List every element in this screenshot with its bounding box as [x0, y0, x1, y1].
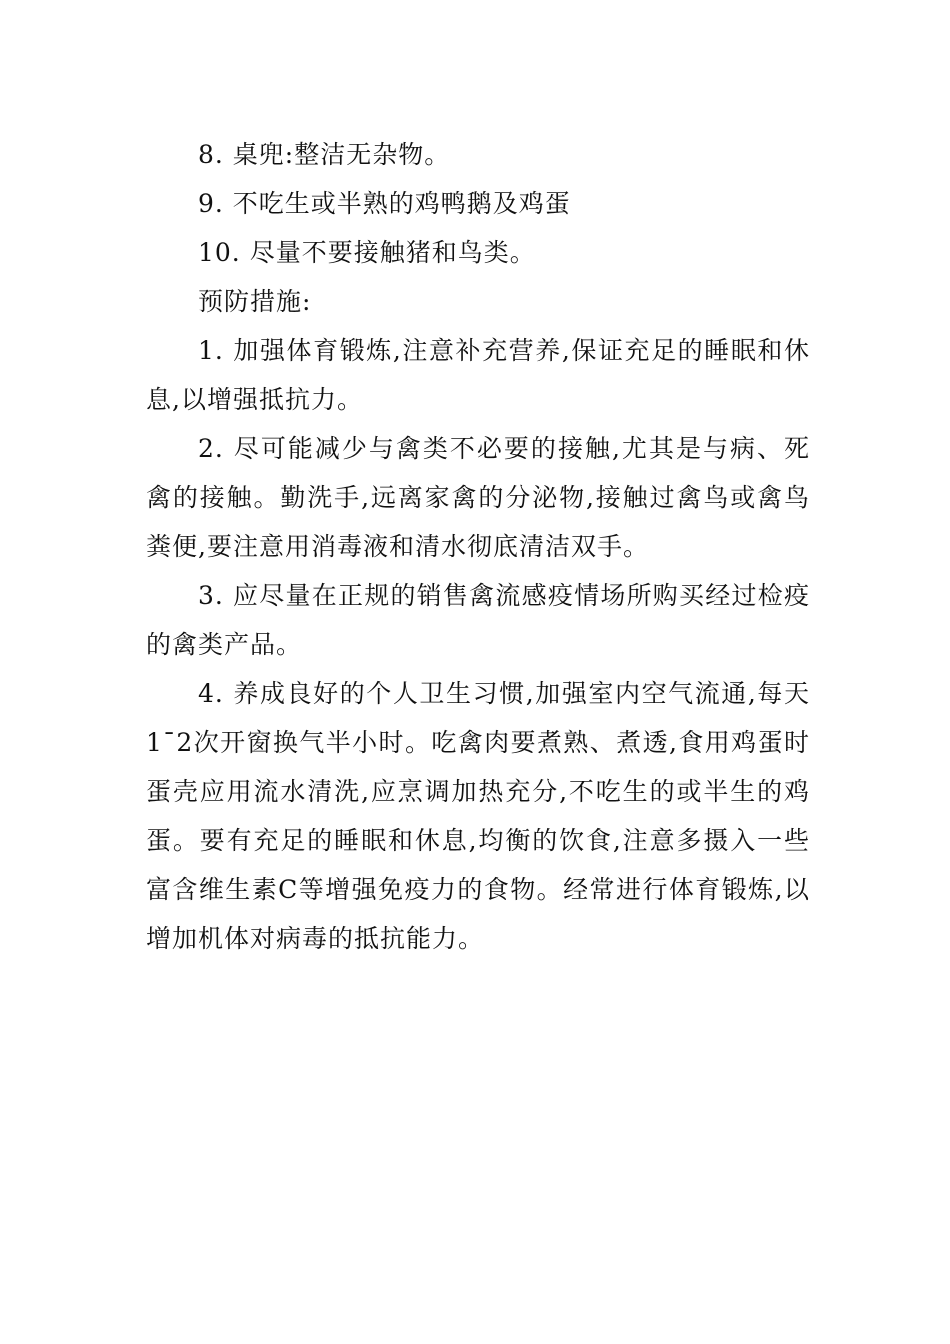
list-item-9: 9. 不吃生或半熟的鸡鸭鹅及鸡蛋	[198, 189, 571, 218]
document-body	[146, 130, 810, 963]
prevention-item-2: 2. 尽可能减少与禽类不必要的接触,尤其是与病、死禽的接触。勤洗手,远离家禽的分泌物,接触过禽鸟或禽鸟粪便,要注意用消毒液和清水彻底清洁双手。	[146, 434, 810, 561]
prevention-item-3: 3. 应尽量在正规的销售禽流感疫情场所购买经过检疫的禽类产品。	[146, 581, 810, 659]
list-item-8: 8. 桌兜:整洁无杂物。	[198, 140, 451, 169]
prevention-item-1: 1. 加强体育锻炼,注意补充营养,保证充足的睡眠和休息,以增强抵抗力。	[146, 336, 810, 414]
list-item-10: 10. 尽量不要接触猪和鸟类。	[198, 238, 536, 267]
prevention-item-4: 4. 养成良好的个人卫生习惯,加强室内空气流通,每天1¯2次开窗换气半小时。吃禽肉要煮熟、煮透,食用鸡蛋时蛋壳应用流水清洗,应烹调加热充分,不吃生的或半生的鸡蛋。要有充足的睡眠和休息,均衡的饮食,注意多摄入一些富含维生素C等增强免疫力的食物。经常进行体育锻炼,以增加机体对病毒的抵抗能力。	[146, 679, 810, 953]
section-heading-prevention: 预防措施:	[198, 287, 312, 316]
